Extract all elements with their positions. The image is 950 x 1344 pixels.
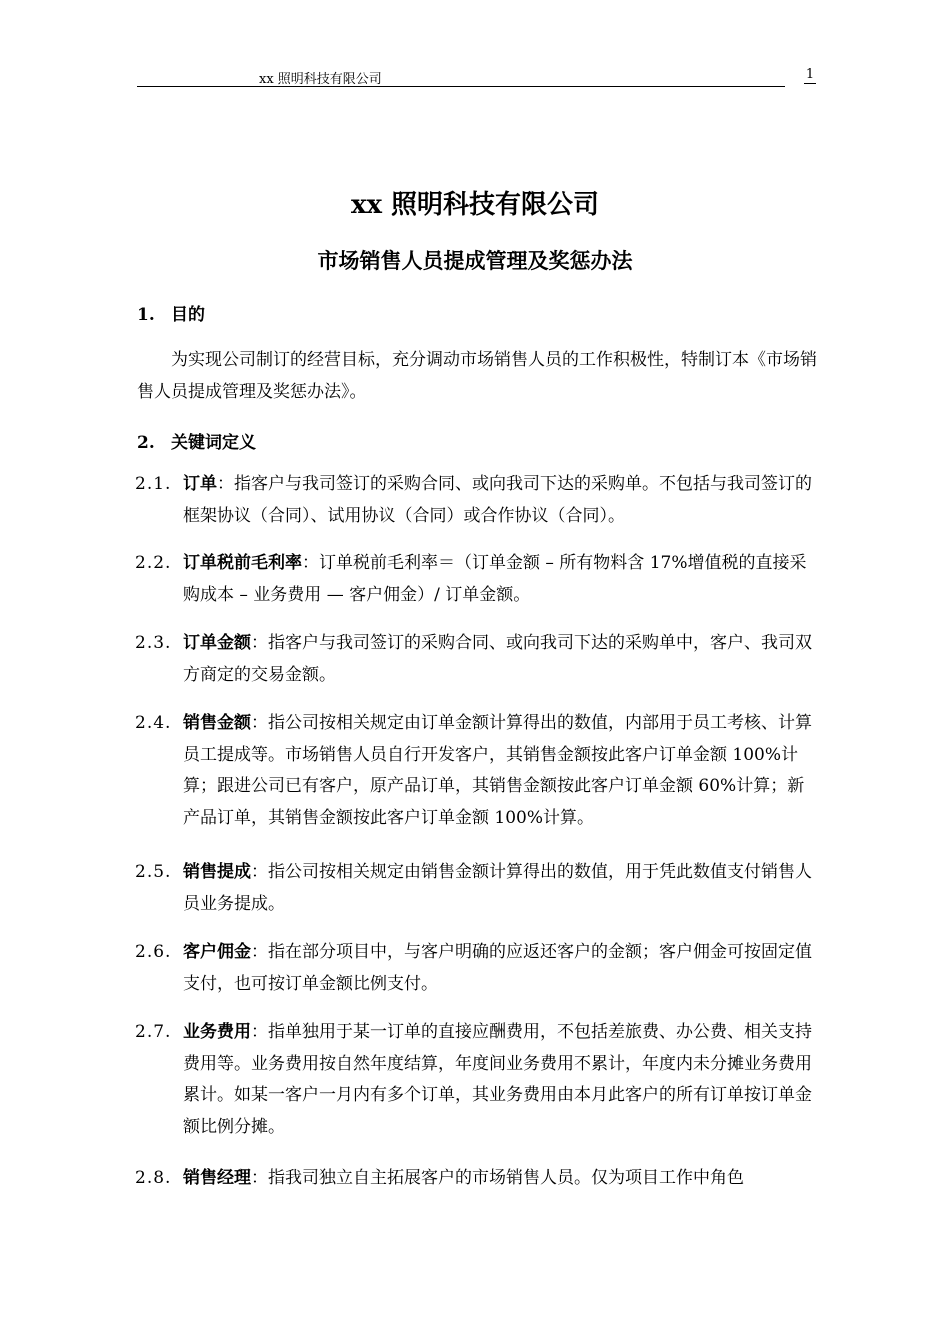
document-title: xx 照明科技有限公司 — [350, 190, 600, 220]
item-text: ：指我司独立自主拓展客户的市场销售人员。仅为项目工作中角色 — [251, 1168, 744, 1188]
item-term: 销售经理 — [183, 1168, 251, 1188]
item-term: 客户佣金 — [183, 942, 251, 962]
item-text: ：指客户与我司签订的采购合同、或向我司下达的采购单中，客户、我司双方商定的交易金额。 — [183, 633, 812, 685]
definition-item — [135, 857, 817, 920]
item-text: ：订单税前毛利率＝（订单金额 – 所有物料含 17%增值税的直接采购成本 – 业务费用 — 客户佣金）/ 订单金额。 — [183, 553, 807, 605]
item-text: ：指公司按相关规定由销售金额计算得出的数值，用于凭此数值支付销售人员业务提成。 — [183, 862, 812, 914]
document-subtitle: 市场销售人员提成管理及奖惩办法 — [317, 248, 633, 273]
page-header — [137, 66, 785, 87]
section-title: 目的 — [171, 305, 205, 325]
item-number: 2.7. — [135, 1022, 172, 1042]
item-number: 2.5. — [135, 862, 172, 882]
item-term: 业务费用 — [183, 1022, 251, 1042]
definition-item — [135, 548, 817, 611]
purpose-text: 为实现公司制订的经营目标，充分调动市场销售人员的工作积极性，特制订本《市场销售人员提成管理及奖惩办法》。 — [137, 350, 817, 402]
section-title: 关键词定义 — [171, 433, 256, 453]
header-company-name: xx 照明科技有限公司 — [259, 72, 382, 87]
item-number: 2.4. — [135, 713, 172, 733]
definition-item — [135, 708, 817, 834]
definition-item — [135, 1017, 817, 1143]
item-term: 订单 — [183, 474, 217, 494]
item-number: 2.1. — [135, 474, 172, 494]
item-text: ：指客户与我司签订的采购合同、或向我司下达的采购单。不包括与我司签订的框架协议（合同）、试用协议（合同）或合作协议（合同）。 — [183, 474, 812, 526]
item-term: 订单金额 — [183, 633, 251, 653]
definition-item — [135, 1163, 817, 1195]
page-number: 1 — [805, 67, 815, 82]
item-text: ：指公司按相关规定由订单金额计算得出的数值，内部用于员工考核、计算员工提成等。市场销售人员自行开发客户，其销售金额按此客户订单金额 100%计算；跟进公司已有客户，原产品订单，其销售金额按此客户订单金额 60%计算；新产品订单，其销售金额按此客户订单金额 100%计算。 — [183, 713, 812, 828]
item-number: 2.3. — [135, 633, 172, 653]
section-number: 2. — [137, 433, 155, 453]
item-text: ：指在部分项目中，与客户明确的应返还客户的金额；客户佣金可按固定值支付，也可按订单金额比例支付。 — [183, 942, 812, 994]
item-term: 销售提成 — [183, 862, 251, 882]
item-number: 2.8. — [135, 1168, 172, 1188]
definition-item — [135, 469, 817, 532]
definition-item — [135, 937, 817, 1000]
definition-item — [135, 628, 817, 691]
section-heading-purpose — [137, 300, 205, 325]
item-number: 2.2. — [135, 553, 172, 573]
item-number: 2.6. — [135, 942, 172, 962]
section-heading-definitions — [137, 428, 256, 453]
item-term: 订单税前毛利率 — [183, 553, 302, 573]
item-text: ：指单独用于某一订单的直接应酬费用，不包括差旅费、办公费、相关支持费用等。业务费用按自然年度结算，年度间业务费用不累计，年度内未分摊业务费用累计。如某一客户一月内有多个订单，其业务费用由本月此客户的所有订单按订单金额比例分摊。 — [183, 1022, 812, 1137]
purpose-paragraph — [137, 344, 817, 408]
section-number: 1. — [137, 305, 155, 325]
item-term: 销售金额 — [183, 713, 251, 733]
